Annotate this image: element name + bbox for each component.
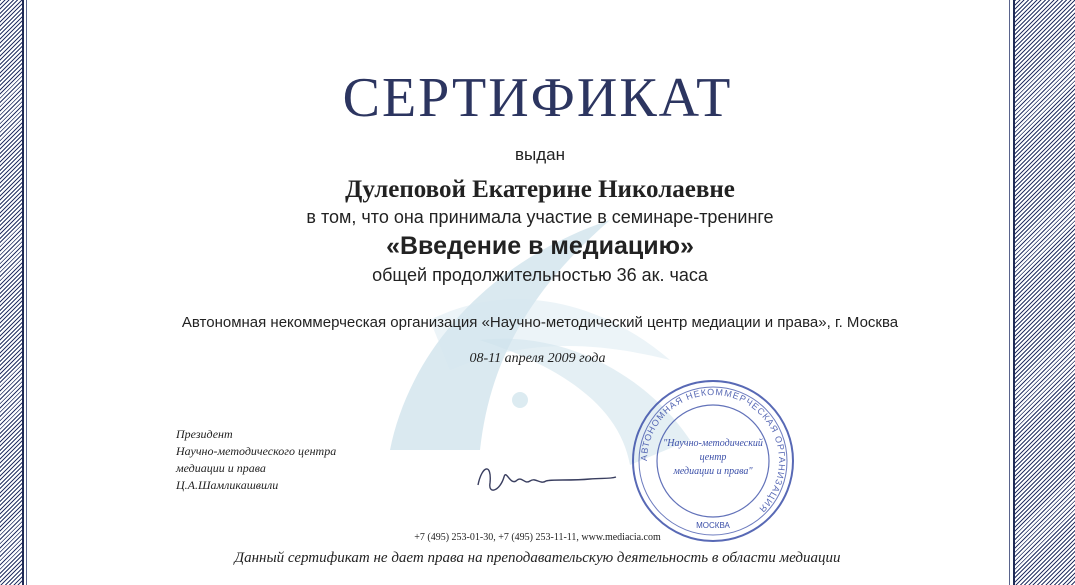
stamp-bottom-text: МОСКВА — [696, 521, 730, 530]
svg-text:АВТОНОМНАЯ НЕКОММЕРЧЕСКАЯ ОРГА — [639, 387, 787, 515]
signer-organization-line2: медиации и права — [176, 461, 266, 475]
stamp-center-line1: "Научно-методический — [663, 438, 763, 449]
signer-name: Ц.А.Шамликашвили — [176, 478, 279, 492]
stamp-ring-text: АВТОНОМНАЯ НЕКОММЕРЧЕСКАЯ ОРГАНИЗАЦИЯ — [638, 386, 788, 515]
signer-organization-line1: Научно-методического центра — [176, 444, 337, 458]
event-dates: 08-11 апреля 2009 года — [469, 351, 606, 366]
contact-info: +7 (495) 253-01-30, +7 (495) 253-11-11, www.mediacia.com — [414, 532, 661, 543]
recipient-name: Дулеповой Екатерине Николаевне — [345, 176, 735, 203]
footer-disclaimer: Данный сертификат не дает права на преподавательскую деятельность в области медиации — [234, 550, 841, 566]
organization-stamp — [630, 378, 796, 544]
certificate-title: СЕРТИФИКАТ — [342, 67, 733, 129]
stamp-center-line2: центр — [699, 452, 727, 463]
course-duration: общей продолжительностью 36 ак. часа — [372, 265, 708, 285]
signer-block — [176, 426, 336, 494]
signer-position: Президент — [176, 427, 233, 441]
stamp-center-line3: медиации и права" — [673, 466, 753, 477]
organization-name: Автономная некоммерческая организация «Научно-методический центр медиации и права», г. Москва — [181, 314, 899, 331]
issued-label: выдан — [514, 145, 565, 164]
course-title: «Введение в медиацию» — [386, 232, 694, 260]
handwritten-signature — [470, 455, 620, 500]
participation-statement: в том, что она принимала участие в семинаре-тренинге — [306, 207, 774, 227]
